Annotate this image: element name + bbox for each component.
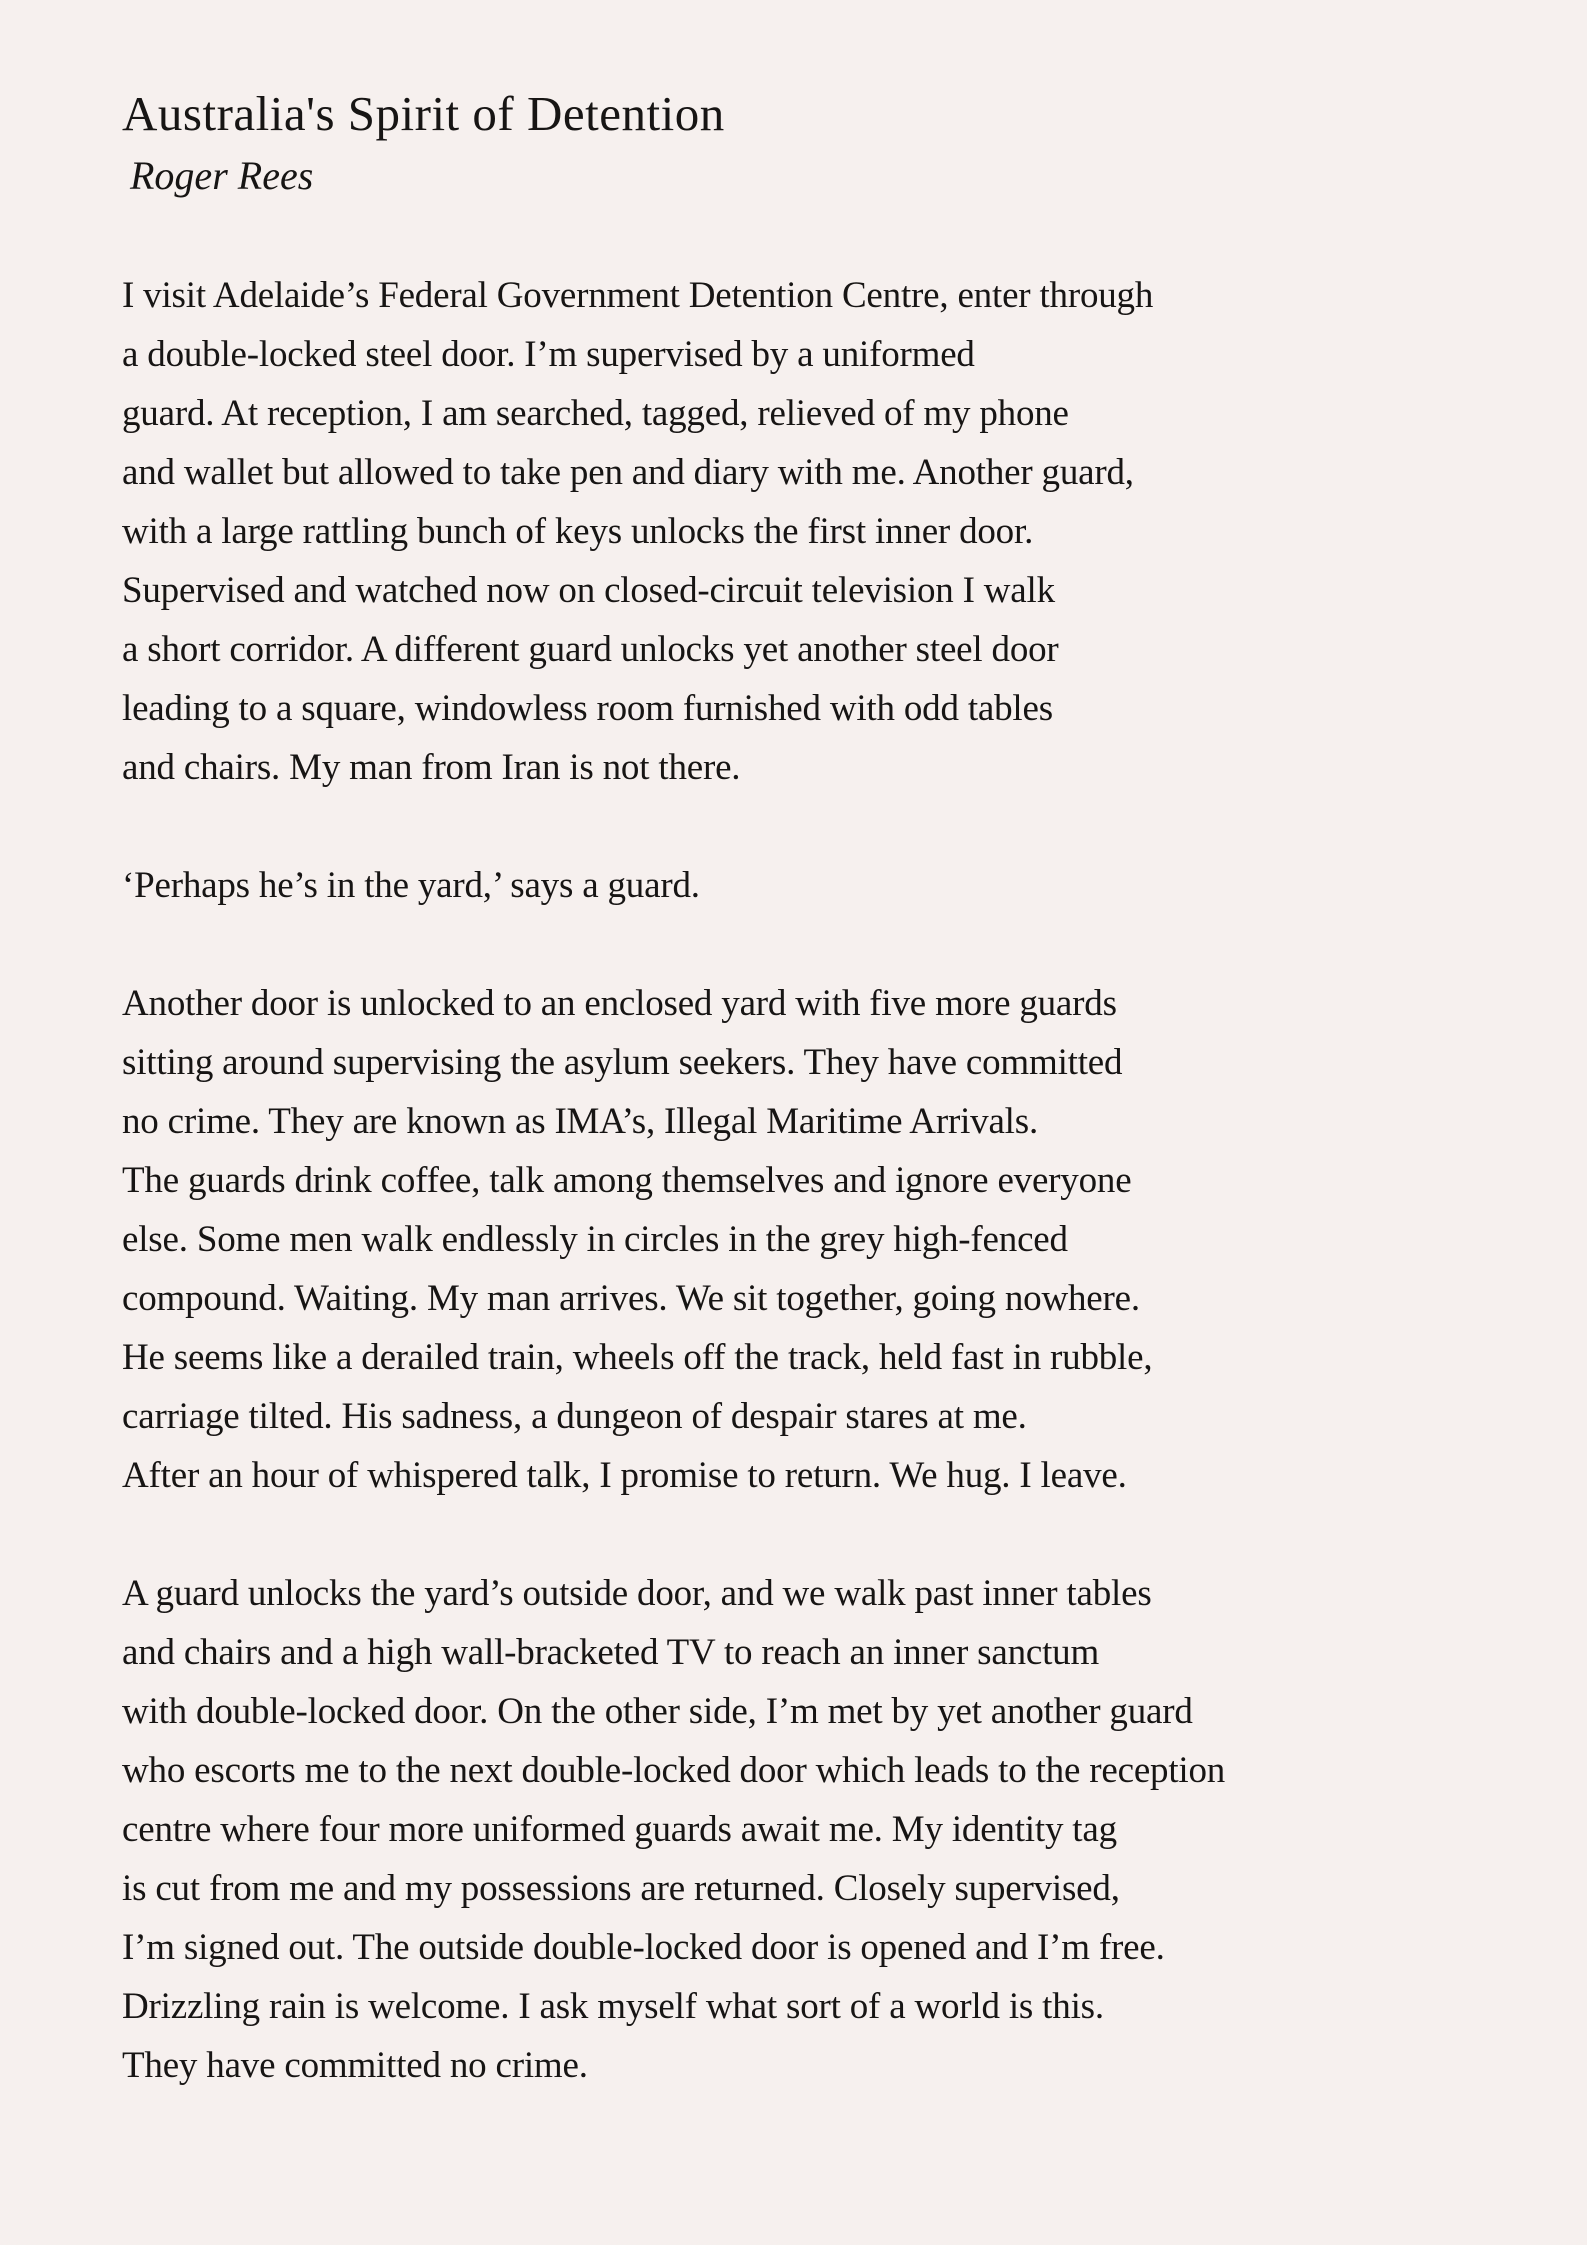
stanza-2: [122, 856, 1497, 915]
poem-line: Supervised and watched now on closed-circuit television I walk: [122, 570, 1055, 612]
poem-line: a double-locked steel door. I’m supervised by a uniformed: [122, 334, 975, 376]
poem-line: After an hour of whispered talk, I promise to return. We hug. I leave.: [122, 1455, 1127, 1497]
poem-line: compound. Waiting. My man arrives. We sit together, going nowhere.: [122, 1278, 1140, 1320]
poem-line: They have committed no crime.: [122, 2045, 588, 2087]
poem-line: I’m signed out. The outside double-locked door is opened and I’m free.: [122, 1927, 1165, 1969]
poem-line: a short corridor. A different guard unlocks yet another steel door: [122, 629, 1059, 671]
poem-line: with a large rattling bunch of keys unlocks the first inner door.: [122, 511, 1034, 553]
poem-line: and wallet but allowed to take pen and diary with me. Another guard,: [122, 452, 1134, 494]
poem-line: He seems like a derailed train, wheels off the track, held fast in rubble,: [122, 1337, 1153, 1379]
poem-line: else. Some men walk endlessly in circles in the grey high-fenced: [122, 1219, 1068, 1261]
poem-line: The guards drink coffee, talk among themselves and ignore everyone: [122, 1160, 1132, 1202]
poem-line: with double-locked door. On the other side, I’m met by yet another guard: [122, 1691, 1193, 1733]
poem-line: is cut from me and my possessions are returned. Closely supervised,: [122, 1868, 1120, 1910]
poem-line: A guard unlocks the yard’s outside door, and we walk past inner tables: [122, 1573, 1152, 1615]
stanza-1: [122, 266, 1497, 797]
poem-line: centre where four more uniformed guards await me. My identity tag: [122, 1809, 1117, 1851]
poem-author: Roger Rees: [130, 153, 314, 199]
poem-line: sitting around supervising the asylum seekers. They have committed: [122, 1042, 1123, 1084]
poem-line: carriage tilted. His sadness, a dungeon of despair stares at me.: [122, 1396, 1027, 1438]
poem-line: ‘Perhaps he’s in the yard,’ says a guard.: [122, 865, 700, 907]
poem-line: leading to a square, windowless room furnished with odd tables: [122, 688, 1053, 730]
poem-line: and chairs. My man from Iran is not there.: [122, 747, 741, 789]
poem-body: [122, 266, 1497, 2095]
poem-line: who escorts me to the next double-locked door which leads to the reception: [122, 1750, 1226, 1792]
poem-line: guard. At reception, I am searched, tagged, relieved of my phone: [122, 393, 1069, 435]
poem-line: Another door is unlocked to an enclosed yard with five more guards: [122, 983, 1117, 1025]
poem-title: Australia's Spirit of Detention: [122, 86, 725, 141]
stanza-3: [122, 974, 1497, 1505]
poem-line: Drizzling rain is welcome. I ask myself what sort of a world is this.: [122, 1986, 1104, 2028]
poem-line: no crime. They are known as IMA’s, Illegal Maritime Arrivals.: [122, 1101, 1038, 1143]
poem-line: and chairs and a high wall-bracketed TV to reach an inner sanctum: [122, 1632, 1100, 1674]
poem-line: I visit Adelaide’s Federal Government Detention Centre, enter through: [122, 275, 1154, 317]
stanza-4: [122, 1564, 1497, 2095]
